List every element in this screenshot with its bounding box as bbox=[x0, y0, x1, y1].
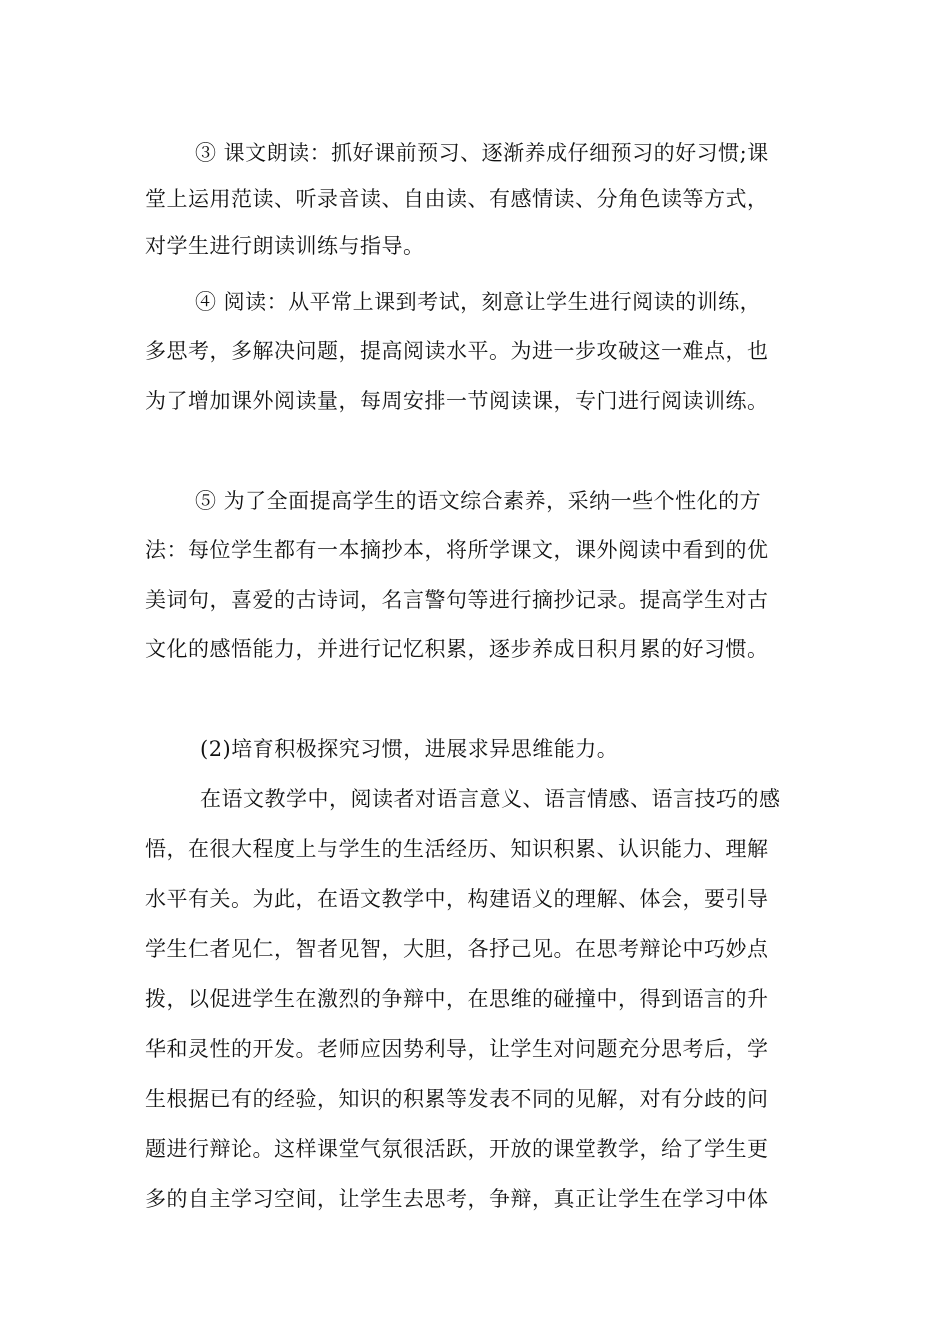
body-line-2: 悟，在很大程度上与学生的生活经历、知识积累、认识能力、理解 bbox=[145, 837, 769, 861]
paragraph-3-line-1: ③ 课文朗读：抓好课前预习、逐渐养成仔细预习的好习惯;课 bbox=[195, 141, 769, 165]
section-heading-2: (2)培育积极探究习惯，进展求异思维能力。 bbox=[200, 737, 619, 761]
body-line-5: 拨，以促进学生在激烈的争辩中，在思维的碰撞中，得到语言的升 bbox=[145, 987, 769, 1011]
body-line-7: 生根据已有的经验，知识的积累等发表不同的见解，对有分歧的问 bbox=[145, 1087, 769, 1111]
body-line-1: 在语文教学中，阅读者对语言意义、语言情感、语言技巧的感 bbox=[200, 787, 781, 811]
paragraph-5-line-2: 法：每位学生都有一本摘抄本，将所学课文，课外阅读中看到的优 bbox=[145, 538, 769, 562]
paragraph-3-line-2: 堂上运用范读、听录音读、自由读、有感情读、分角色读等方式， bbox=[145, 187, 769, 211]
paragraph-4-line-2: 多思考，多解决问题，提高阅读水平。为进一步攻破这一难点，也 bbox=[145, 339, 769, 363]
paragraph-5-line-4: 文化的感悟能力，并进行记忆积累，逐步养成日积月累的好习惯。 bbox=[145, 637, 769, 661]
body-line-8: 题进行辩论。这样课堂气氛很活跃，开放的课堂教学，给了学生更 bbox=[145, 1137, 769, 1161]
paragraph-4-line-1: ④ 阅读：从平常上课到考试，刻意让学生进行阅读的训练， bbox=[195, 290, 762, 314]
body-line-4: 学生仁者见仁，智者见智，大胆，各抒己见。在思考辩论中巧妙点 bbox=[145, 937, 769, 961]
paragraph-3-line-3: 对学生进行朗读训练与指导。 bbox=[145, 234, 425, 258]
body-line-9: 多的自主学习空间，让学生去思考，争辩，真正让学生在学习中体 bbox=[145, 1187, 769, 1211]
paragraph-5-line-3: 美词句，喜爱的古诗词，名言警句等进行摘抄记录。提高学生对古 bbox=[145, 588, 769, 612]
paragraph-4-line-3: 为了增加课外阅读量，每周安排一节阅读课，专门进行阅读训练。 bbox=[145, 389, 769, 413]
body-line-6: 华和灵性的开发。老师应因势利导，让学生对问题充分思考后，学 bbox=[145, 1037, 769, 1061]
body-line-3: 水平有关。为此，在语文教学中，构建语义的理解、体会，要引导 bbox=[145, 887, 769, 911]
paragraph-5-line-1: ⑤ 为了全面提高学生的语文综合素养，采纳一些个性化的方 bbox=[195, 489, 762, 513]
